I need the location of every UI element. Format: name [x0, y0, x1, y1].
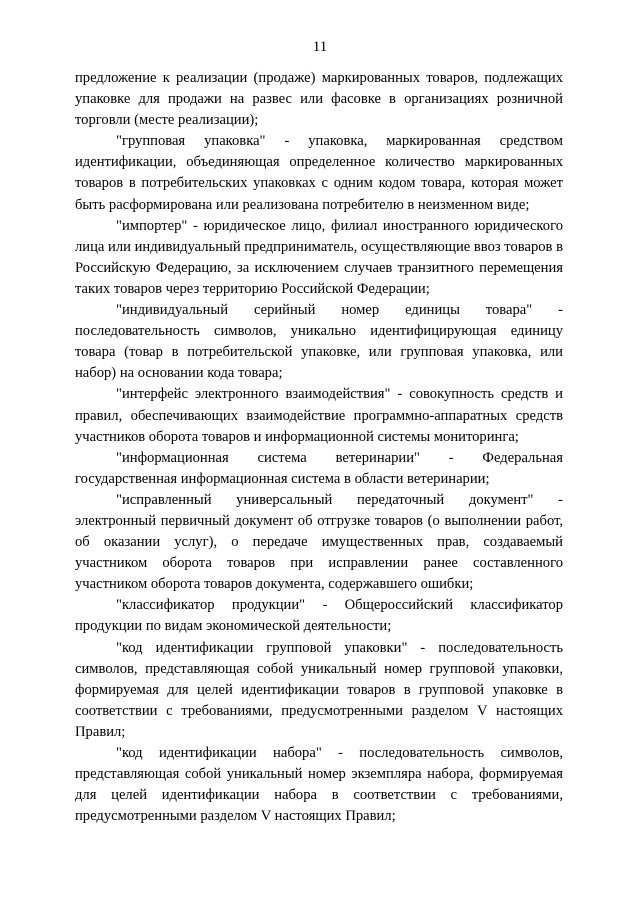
document-body	[75, 68, 563, 827]
paragraph-continuation: предложение к реализации (продаже) маркированных товаров, подлежащих упаковке для продажи на развес или фасовке в организациях розничной торговли (месте реализации);	[75, 70, 563, 129]
definition-interface: "интерфейс электронного взаимодействия" - совокупность средств и правил, обеспечивающих взаимодействие программно-аппаратных средств участников оборота товаров и информационной системы мониторинга;	[75, 386, 563, 445]
definition-set-code: "код идентификации набора" - последовательность символов, представляющая собой уникальный номер экземпляра набора, формируемая для целей идентификации набора в соответствии с требованиями, предусмотренными разделом V настоящих Правил;	[75, 745, 563, 825]
definition-serial-number: "индивидуальный серийный номер единицы товара" - последовательность символов, уникально идентифицирующая единицу товара (товар в потребительской упаковке, или групповая упаковка, или набор) на основании кода товара;	[75, 302, 563, 382]
definition-classifier: "классификатор продукции" - Общероссийский классификатор продукции по видам экономической деятельности;	[75, 597, 563, 635]
page-number: 11	[312, 39, 328, 55]
definition-vet-system: "информационная система ветеринарии" - Федеральная государственная информационная система в области ветеринарии;	[75, 449, 563, 487]
definition-importer: "импортер" - юридическое лицо, филиал иностранного юридического лица или индивидуальный предприниматель, осуществляющие ввоз товаров в Российскую Федерацию, за исключением случаев транзитного перемещения таких товаров через территорию Российской Федерации;	[75, 217, 563, 297]
definition-group-package: "групповая упаковка" - упаковка, маркированная средством идентификации, объединяющая определенное количество маркированных товаров в потребительских упаковках с одним кодом товара, которая может быть расформирована или реализована потребителю в неизменном виде;	[75, 133, 563, 213]
definition-corrected-document: "исправленный универсальный передаточный документ" - электронный первичный документ об отгрузке товаров (о выполнении работ, об оказании услуг), о передаче имущественных прав, создаваемый участником оборота товаров при исправлении ранее составленного участником оборота товаров документа, содержавшего ошибки;	[75, 491, 563, 593]
definition-group-package-code: "код идентификации групповой упаковки" - последовательность символов, представляющая собой уникальный номер групповой упаковки, формируемая для целей идентификации товаров в групповой упаковке в соответствии с требованиями, предусмотренными разделом V настоящих Правил;	[75, 639, 563, 740]
